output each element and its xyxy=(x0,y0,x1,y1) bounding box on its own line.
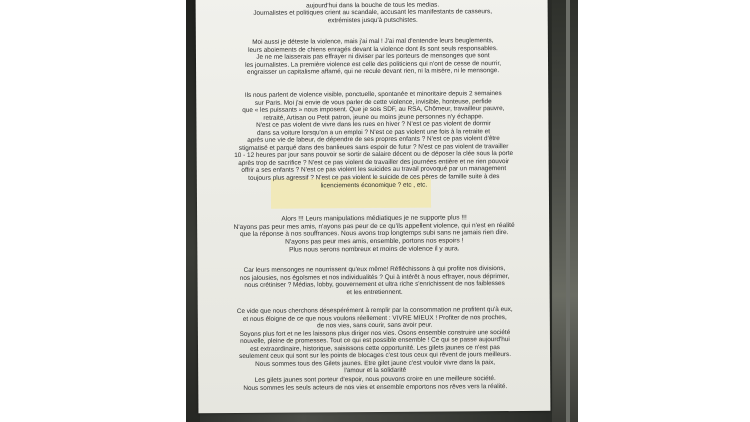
poster-paragraph-intro: aujourd'hui dans la bouche de tous les medias. Journalistes et politiques crient au scandale, accusant les manifestants de casseurs, extrémistes jusqu'à putschistes. xyxy=(253,1,493,24)
poster-paragraph-closing: Les gilets jaunes sont porteur d'espoir, nous pouvons croire en une meilleure société. Nous sommes les seuls acteurs de nos vies et ensemble emportons nos rêves vers la réalité. xyxy=(243,375,508,392)
photo xyxy=(186,0,578,422)
poster-paragraph-vivre-mieux: Ce vide que nous cherchons désespérément à remplir par la consommation ne profitent qu'à eux, et nous éloigne de ce que nous voulons réellement : VIVRE MIEUX ! Profiter de nos proches, de nos vies, sans courir, sans avoir peur. Soyons plus fort et ne les laissons plus diriger nos vies. Osons ensemble construire une société nouvelle, pleine de promesses. Tout ce qui est possible ensemble ! Ce qui se passe aujourd'hui est extraordinaire, historique, saisissons cette opportunité. Les gilets jaunes ce n'est pas seulement ceux qui sont sur les points de blocages c'est tous ceux qui rêvent de jours meilleurs. Nous sommes tous des Gilets jaunes. Etre gilet jaune c'est vouloir vivre dans la paix, l'amour et la solidarité xyxy=(236,306,513,375)
poster-sheet xyxy=(196,0,551,413)
poster-paragraph-mensonges: Car leurs mensonges ne nourrissent qu'eux même! Réfléchissons à qui profite nos divisions, nos jalousies, nos égoïsmes et nos individualités ? Qui à intérêt à nous effrayer, nous déprimer, nous crétiniser ? Médias, lobby, gouvernement et ultra riche s'enrichissent de nos faiblesses et les entretiennent. xyxy=(239,265,510,296)
poster-paragraph-questions: Ils nous parlent de violence visible, ponctuelle, spontanée et minoritaire depuis 2 semaines sur Paris. Moi j'ai envie de vous parler de cette violence, invisible, honteuse, perfide que « les puissants » nous imposent. Que je sois SDF, au RSA, Chômeur, travailleur pauvre, retraité, Artisan ou Petit patron, jeune ou moins jeune personnes n'y échappe. N'est ce pas violent de vivre dans les rues en hiver ? N'est ce pas violent de dormir dans sa voiture lorsqu'on a un emploi ? N'est ce pas violent une fois à la retraite et après une vie de labeur, de dépendre de ses propres enfants ? N'est ce pas violent d'être stigmatisé et parqué dans des banlieues sans espoir de futur ? N'est ce pas violent de travailler 10 - 12 heures par jour sans pouvoir se sortir de salaire décent ou de déposer la clée sous la porte après trop de sacrifice ? N'est ce pas violent de travailler des journées entière et ne rien pouvoir offrir a ses enfants ? N'est ce pas violent les suicides au travail provoqué par un management toujours plus agressif ? N'est ce pas violent le suicide de ces pères de famille suite à des licenciements économique ? etc , etc. xyxy=(234,90,514,189)
poster-paragraph-violence: Moi aussi je déteste la violence, mais j'ai mal ! J'ai mal d'entendre leurs beuglements, leurs aboiements de chiens enragés devant la violence dont ils sont seuls responsables. Je ne me laisserais pas effrayer ni diviser par les porteurs de mensonges que sont les journalistes. La première violence est celle des politiciens qui n'ont de cesse de nourrir, engraisser un capitalisme affamé, qui ne recule devant rien, ni la misère, ni le mensonge. xyxy=(245,37,502,77)
right-background-strip xyxy=(552,0,578,422)
poster-paragraph-alors: Alors !!! Leurs manipulations médiatiques je ne supporte plus !!! N'ayons pas peur mes amis, n'ayons pas peur de ce qu'ils appellent violence, qui n'est en réalité que la réponse à nos souffrances. Nous avons trop longtemps subi sans ne jamais rien dire. N'ayons pas peur mes amis, ensemble, portons nos espoirs ! Plus nous serons nombreux et moins de violence il y aura. xyxy=(233,214,515,254)
metal-pole xyxy=(566,0,570,422)
